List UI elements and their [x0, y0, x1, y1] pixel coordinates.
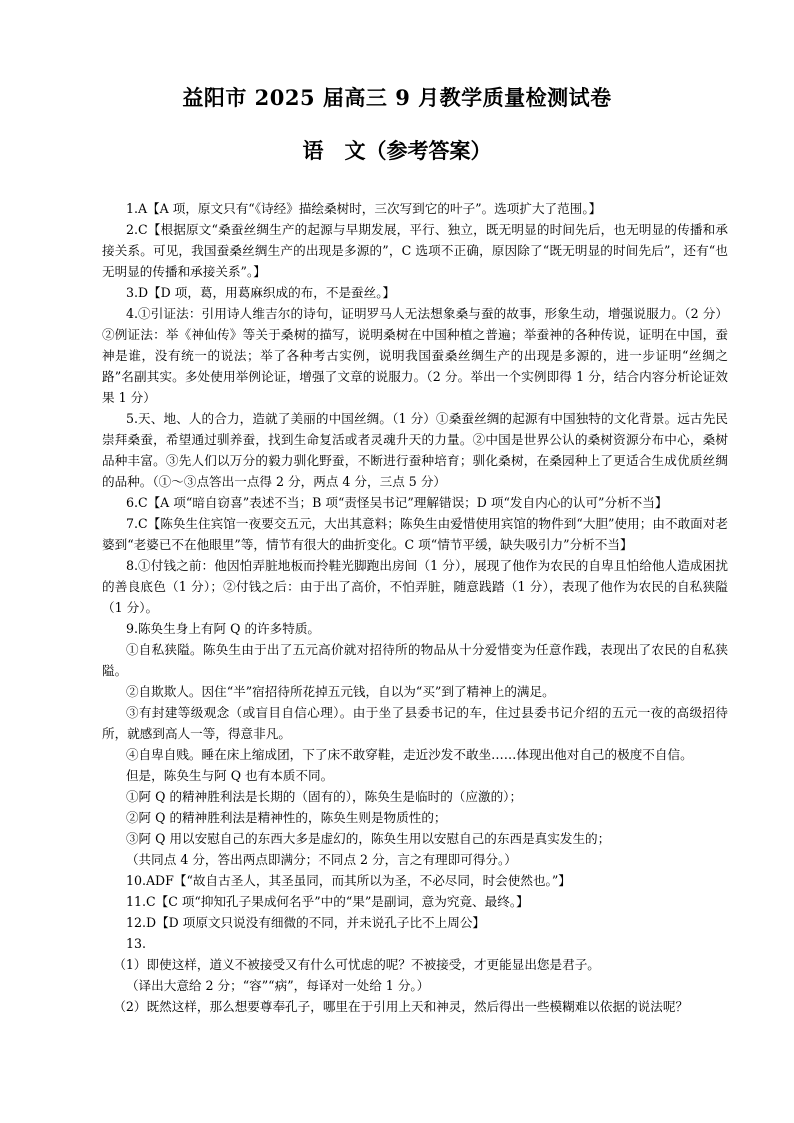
answer-10: 10.ADF【“故自古圣人，其圣虽同，而其所以为圣，不必尽同，时会使然也。”】: [125, 873, 571, 888]
answer-13-part-1: （1）即使这样，道义不被接受又有什么可忧虑的呢？不被接受，才更能显出您是君子。: [113, 957, 600, 972]
answer-7: 7.C【陈奂生住宾馆一夜要交五元，大出其意料；陈奂生由爱惜使用宾馆的物件到“大胆”使用；由不敢面对老婆到“老婆已不在他眼里”等，情节有很大的曲折变化。C 项“情节平缓，缺失吸引力”分析不当】: [102, 516, 728, 552]
answer-9-intro: 9.陈奂生身上有阿 Q 的许多特质。: [125, 621, 321, 636]
answer-9-diff-3: ③阿 Q 用以安慰自己的东西大多是虚幻的，陈奂生用以安慰自己的东西是真实发生的；: [125, 831, 611, 846]
answer-9-diff-1: ①阿 Q 的精神胜利法是长期的（固有的），陈奂生是临时的（应激的）；: [125, 789, 523, 804]
answer-8: 8.①付钱之前：他因怕弄脏地板而拎鞋光脚跑出房间（1 分），展现了他作为农民的自卑且怕给他人造成困扰的善良底色（1 分）；②付钱之后：由于出了高价，不怕弄脏，随意践踏（1 分），表现了他作为农民的自私狭隘（1 分）。: [102, 558, 728, 615]
answer-9-diff-2: ②阿 Q 的精神胜利法是精神性的，陈奂生则是物质性的；: [125, 810, 447, 825]
answer-11: 11.C【C 项“抑知孔子果成何名乎”中的“果”是副词，意为究竟、最终。】: [125, 894, 529, 909]
answer-2: 2.C【根据原文“桑蚕丝绸生产的起源与早期发展，平行、独立，既无明显的时间先后，也无明显的传播和承接关系。可见，我国蚕桑丝绸生产的出现是多源的”，C 选项不正确，原因除了“既无明显的时间先后”，还有“也无明显的传播和承接关系”。】: [102, 222, 728, 279]
answer-4: 4.①引证法：引用诗人维吉尔的诗句，证明罗马人无法想象桑与蚕的故事，形象生动，增强说服力。（2 分）②例证法：举《神仙传》等关于桑树的描写，说明桑树在中国种植之普遍；举蚕神的各种传说，证明在中国，蚕神是谁，没有统一的说法；举了各种考古实例，说明我国蚕桑丝绸生产的出现是多源的，进一步证明“丝绸之路”名副其实。多处使用举例论证，增强了文章的说服力。（2 分。举出一个实例即得 1 分，结合内容分析论证效果 1 分）: [102, 306, 728, 405]
answer-12: 12.D【D 项原文只说没有细微的不同，并未说孔子比不上周公】: [125, 915, 486, 930]
answer-13-part-2: （2）既然这样，那么想要尊奉孔子，哪里在于引用上天和神灵，然后得出一些模糊难以依据的说法呢？: [113, 999, 689, 1014]
answer-5: 5.天、地、人的合力，造就了美丽的中国丝绸。（1 分）①桑蚕丝绸的起源有中国独特的文化背景。远古先民崇拜桑蚕，希望通过驯养蚕，找到生命复活或者灵魂升天的力量。②中国是世界公认的桑树资源分布中心，桑树品种丰富。③先人们以万分的毅力驯化野蚕，不断进行蚕种培育；驯化桑树，在桑园种上了更适合生成优质丝绸的品种。（①～③点答出一点得 2 分，两点 4 分，三点 5 分）: [102, 411, 728, 489]
answer-9-point-2: ②自欺欺人。因住“半”宿招待所花掉五元钱，自以为“买”到了精神上的满足。: [125, 684, 555, 699]
answer-9-scoring: （共同点 4 分，答出两点即满分；不同点 2 分，言之有理即可得分。）: [125, 852, 517, 867]
page-title: 益阳市 2025 届高三 9 月教学质量检测试卷: [182, 85, 612, 110]
answer-9-contrast: 但是，陈奂生与阿 Q 也有本质不同。: [125, 768, 334, 783]
answer-9-point-1: ①自私狭隘。陈奂生由于出了五元高价就对招待所的物品从十分爱惜变为任意作践，表现出了农民的自私狭隘。: [102, 642, 728, 678]
answer-9-point-3: ③有封建等级观念（或盲目自信心理）。由于坐了县委书记的车，住过县委书记介绍的五元一夜的高级招待所，就感到高人一等，得意非凡。: [102, 705, 728, 741]
answer-13-part-1-scoring: （译出大意给 2 分；“容”“病”，每译对一处给 1 分。）: [125, 978, 430, 993]
answer-13: 13.: [125, 936, 146, 951]
answer-3: 3.D【D 项，葛，用葛麻织成的布，不是蚕丝。】: [125, 285, 396, 300]
answer-9-point-4: ④自卑自贱。睡在床上缩成团，下了床不敢穿鞋，走近沙发不敢坐……体现出他对自己的极度不自信。: [125, 747, 693, 762]
answer-content: [102, 198, 728, 1017]
page-subtitle: 语 文（参考答案）: [302, 138, 492, 163]
answer-6: 6.C【A 项“暗自窃喜”表述不当；B 项“责怪吴书记”理解错误；D 项“发自内心的认可”分析不当】: [125, 495, 668, 510]
answer-1: 1.A【A 项，原文只有“《诗经》描绘桑树时，三次写到它的叶子”。选项扩大了范围。】: [125, 201, 602, 216]
